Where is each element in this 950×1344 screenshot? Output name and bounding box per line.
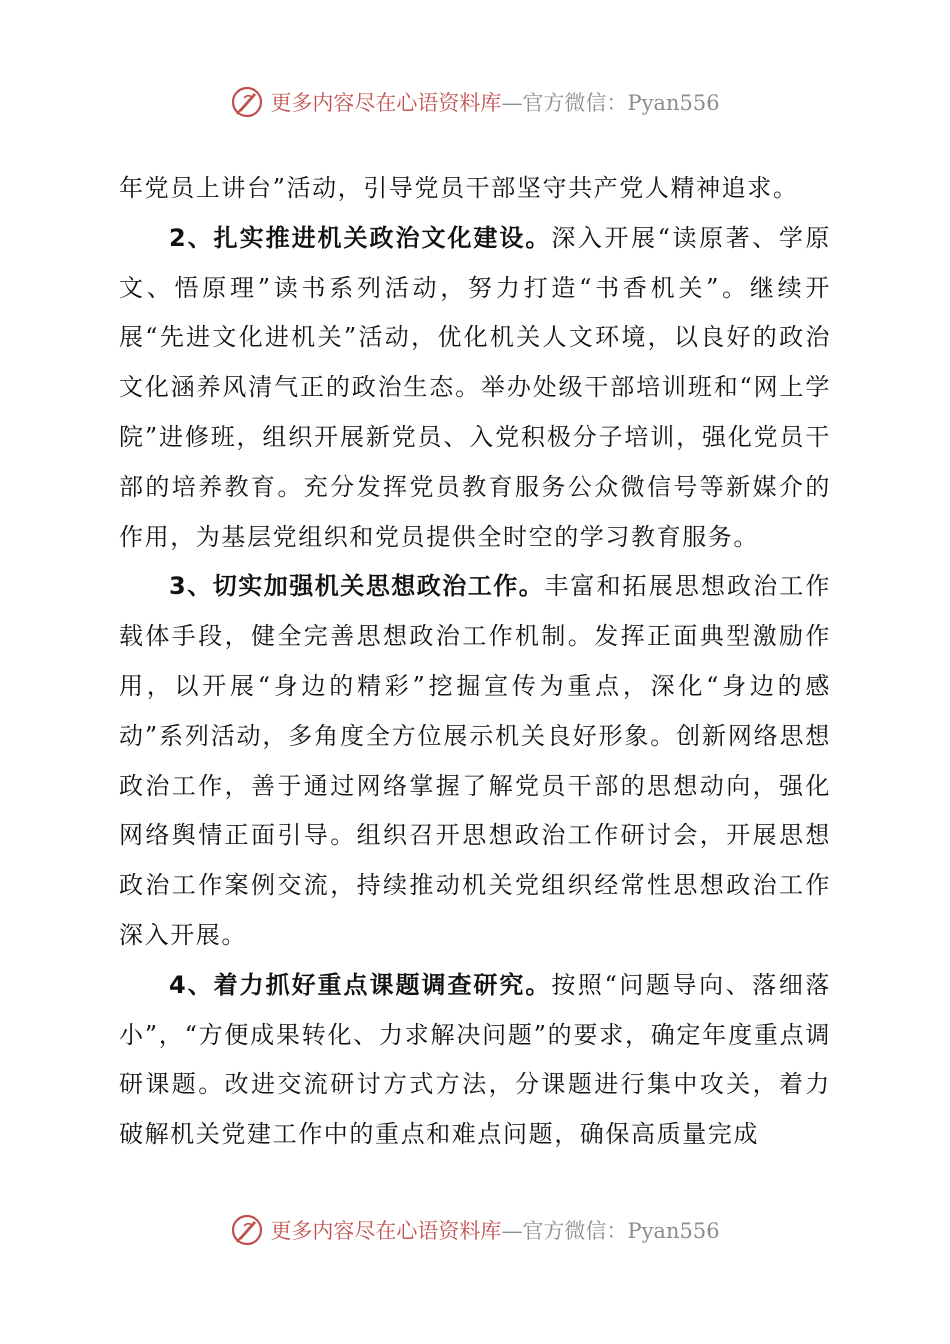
footer-banner bbox=[0, 1210, 950, 1250]
banner-text bbox=[270, 1215, 719, 1245]
quill-logo-icon bbox=[230, 1213, 264, 1247]
paragraph-1-text: 年党员上讲台”活动，引导党员干部坚守共产党人精神追求。 bbox=[119, 174, 799, 202]
banner-wechat-id: Pyan556 bbox=[627, 1219, 720, 1243]
paragraph-1 bbox=[119, 164, 831, 214]
paragraph-2-text: 深入开展“读原著、学原文、悟原理”读书系列活动，努力打造“书香机关”。继续开展“先进文化进机关”活动，优化机关人文环境，以良好的政治文化涵养风清气正的政治生态。举办处级干部培训班和“网上学院”进修班，组织开展新党员、入党积极分子培训，强化党员干部的培养教育。充分发挥党员教育服务公众微信号等新媒介的作用，为基层党组织和党员提供全时空的学习教育服务。 bbox=[119, 223, 831, 551]
paragraph-2-heading: 2、扎实推进机关政治文化建设。 bbox=[169, 223, 552, 252]
paragraph-4-text: 按照“问题导向、落细落小”，“方便成果转化、力求解决问题”的要求，确定年度重点调研课题。改进交流研讨方式方法，分课题进行集中攻关，着力破解机关党建工作中的重点和难点问题，确保高质量完成 bbox=[119, 970, 831, 1149]
document-body bbox=[119, 164, 831, 1160]
banner-wechat-id: Pyan556 bbox=[627, 91, 720, 115]
banner-title: 更多内容尽在心语资料库 bbox=[270, 1219, 502, 1243]
banner-text bbox=[270, 87, 719, 117]
paragraph-3-text: 丰富和拓展思想政治工作载体手段，健全完善思想政治工作机制。发挥正面典型激励作用，以开展“身边的精彩”挖掘宣传为重点，深化“身边的感动”系列活动，多角度全方位展示机关良好形象。创新网络思想政治工作，善于通过网络掌握了解党员干部的思想动向，强化网络舆情正面引导。组织召开思想政治工作研讨会，开展思想政治工作案例交流，持续推动机关党组织经常性思想政治工作深入开展。 bbox=[119, 572, 831, 949]
banner-wechat-label: —官方微信： bbox=[501, 91, 628, 115]
quill-logo-icon bbox=[230, 85, 264, 119]
paragraph-4-heading: 4、着力抓好重点课题调查研究。 bbox=[169, 970, 552, 999]
banner-title: 更多内容尽在心语资料库 bbox=[270, 91, 502, 115]
paragraph-3-heading: 3、切实加强机关思想政治工作。 bbox=[169, 572, 545, 601]
paragraph-3 bbox=[119, 562, 831, 960]
banner-wechat-label: —官方微信： bbox=[501, 1219, 628, 1243]
paragraph-4 bbox=[119, 961, 831, 1160]
header-banner bbox=[0, 82, 950, 122]
paragraph-2 bbox=[119, 214, 831, 563]
